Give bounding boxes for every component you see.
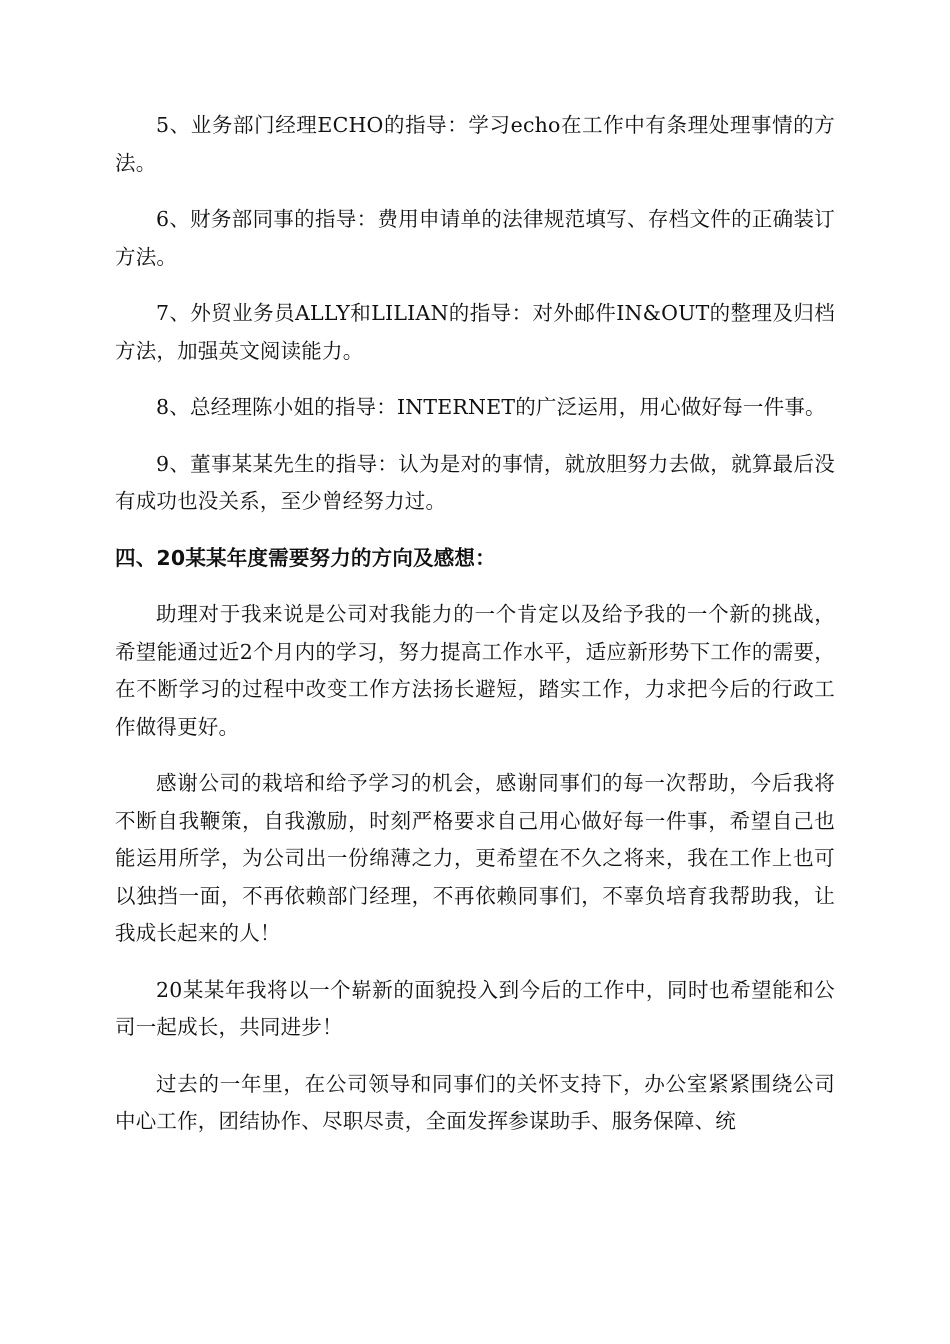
paragraph-guidance-6: 6、财务部同事的指导：费用申请单的法律规范填写、存档文件的正确装订方法。 [115, 207, 835, 269]
paragraph-guidance-7: 7、外贸业务员ALLY和LILIAN的指导：对外邮件IN&OUT的整理及归档方法，加强英文阅读能力。 [115, 301, 835, 363]
paragraph-guidance-5: 5、业务部门经理ECHO的指导：学习echo在工作中有条理处理事情的方法。 [115, 113, 835, 175]
paragraph-next-year: 20某某年我将以一个崭新的面貌投入到今后的工作中，同时也希望能和公司一起成长，共同进步！ [115, 977, 835, 1039]
paragraph-guidance-8: 8、总经理陈小姐的指导：INTERNET的广泛运用，用心做好每一件事。 [156, 395, 826, 419]
paragraph-past-year: 过去的一年里，在公司领导和同事们的关怀支持下，办公室紧紧围绕公司中心工作，团结协作、尽职尽责，全面发挥参谋助手、服务保障、统 [115, 1071, 835, 1133]
paragraph-gratitude: 感谢公司的栽培和给予学习的机会，感谢同事们的每一次帮助，今后我将不断自我鞭策，自我激励，时刻严格要求自己用心做好每一件事，希望自己也能运用所学，为公司出一份绵薄之力，更希望在不久之将来，我在工作上也可以独挡一面，不再依赖部门经理，不再依赖同事们，不辜负培育我帮助我，让我成长起来的人！ [115, 771, 835, 945]
document-body [115, 107, 835, 1141]
paragraph-guidance-9: 9、董事某某先生的指导：认为是对的事情，就放胆努力去做，就算最后没有成功也没关系，至少曾经努力过。 [115, 451, 835, 513]
paragraph-assistant-role: 助理对于我来说是公司对我能力的一个肯定以及给予我的一个新的挑战，希望能通过近2个月内的学习，努力提高工作水平，适应新形势下工作的需要，在不断学习的过程中改变工作方法扬长避短，踏实工作，力求把今后的行政工作做得更好。 [115, 602, 835, 739]
section-heading: 四、20某某年度需要努力的方向及感想： [115, 545, 496, 570]
